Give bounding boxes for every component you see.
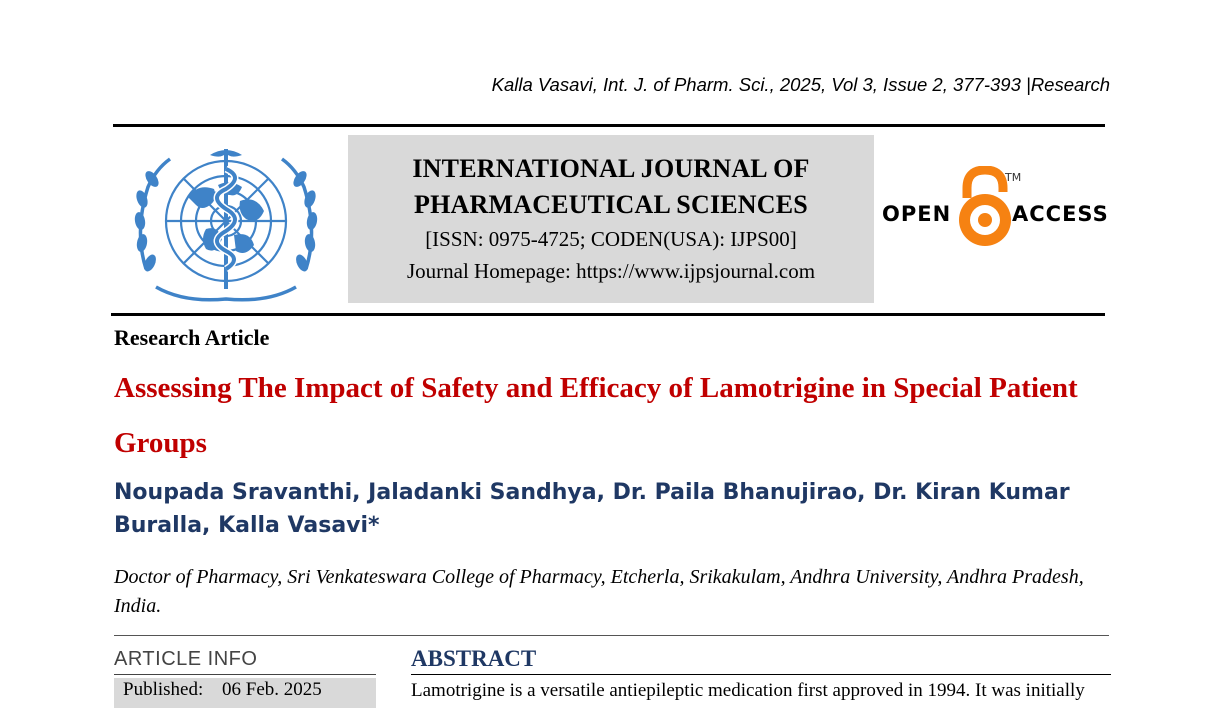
- article-affiliation: Doctor of Pharmacy, Sri Venkateswara College of Pharmacy, Etcherla, Srikakulam, Andhra University, Andhra Pradesh, India.: [114, 566, 1084, 617]
- journal-issn: [ISSN: 0975-4725; CODEN(USA): IJPS00]: [425, 227, 797, 251]
- running-head: Kalla Vasavi, Int. J. of Pharm. Sci., 2025, Vol 3, Issue 2, 377-393 |Research: [491, 74, 1110, 95]
- article-title: Assessing The Impact of Safety and Efficacy of Lamotrigine in Special Patient Groups: [114, 372, 1078, 459]
- abstract-text: Lamotrigine is a versatile antiepileptic medication first approved in 1994. It was initially: [411, 680, 1085, 701]
- abstract-heading: ABSTRACT: [411, 646, 537, 671]
- article-type: Research Article: [114, 325, 270, 350]
- published-value: 06 Feb. 2025: [222, 679, 322, 700]
- journal-masthead-box: [348, 135, 874, 303]
- access-label: ACCESS: [1012, 202, 1109, 226]
- journal-title-line2: PHARMACEUTICAL SCIENCES: [414, 190, 808, 219]
- open-label: OPEN: [882, 202, 952, 226]
- section-divider: [114, 635, 1109, 636]
- trademark-label: TM: [1005, 171, 1022, 184]
- article-info-heading: ARTICLE INFO: [114, 648, 258, 670]
- published-label: Published:: [123, 679, 204, 700]
- journal-homepage[interactable]: Journal Homepage: https://www.ijpsjournal.com: [406, 259, 816, 283]
- header-rule-bottom: [111, 313, 1105, 316]
- journal-title-line1: INTERNATIONAL JOURNAL OF: [412, 154, 810, 183]
- article-info-rule: [114, 674, 376, 675]
- article-authors: Noupada Sravanthi, Jaladanki Sandhya, Dr. Paila Bhanujirao, Dr. Kiran Kumar Buralla, Kalla Vasavi*: [114, 480, 1070, 538]
- abstract-rule: [411, 674, 1111, 675]
- un-emblem-with-caduceus-icon: [126, 139, 326, 307]
- header-rule-top: [113, 124, 1105, 127]
- published-date-box: [114, 678, 376, 708]
